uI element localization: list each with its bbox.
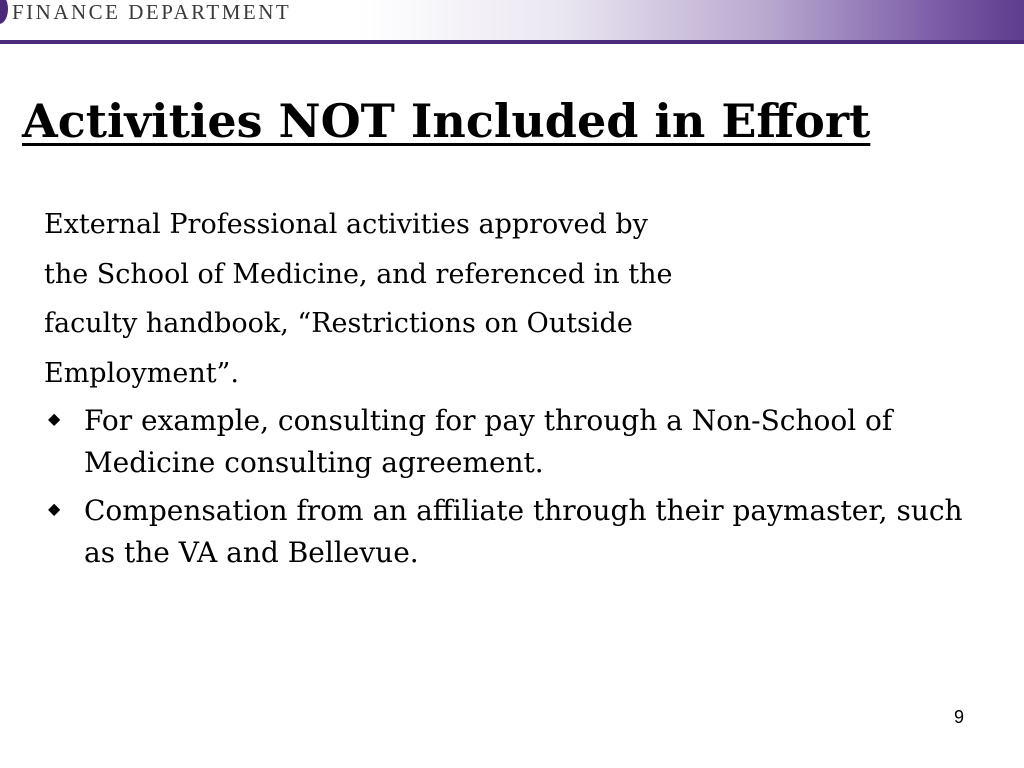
body-paragraph <box>44 200 744 398</box>
department-name: FINANCE DEPARTMENT <box>12 0 292 24</box>
body-line: faculty handbook, “Restrictions on Outside <box>44 308 633 339</box>
body-line: External Professional activities approved by <box>44 209 648 240</box>
bullet-text: For example, consulting for pay through a Non-School of Medicine consulting agreement. <box>84 404 893 479</box>
bullet-item <box>44 400 964 484</box>
bullet-item <box>44 490 964 574</box>
slide-title: Activities NOT Included in Effort <box>22 94 871 148</box>
diamond-bullet-icon: ◆ <box>48 409 61 428</box>
bullet-list <box>44 400 964 580</box>
page-number: 9 <box>953 707 964 727</box>
body-line: the School of Medicine, and referenced in the <box>44 258 673 290</box>
diamond-bullet-icon: ◆ <box>48 499 61 518</box>
body-line: Employment”. <box>44 357 239 389</box>
header-rule <box>0 40 1024 44</box>
bullet-text: Compensation from an affiliate through their paymaster, such as the VA and Bellevue. <box>84 494 963 569</box>
